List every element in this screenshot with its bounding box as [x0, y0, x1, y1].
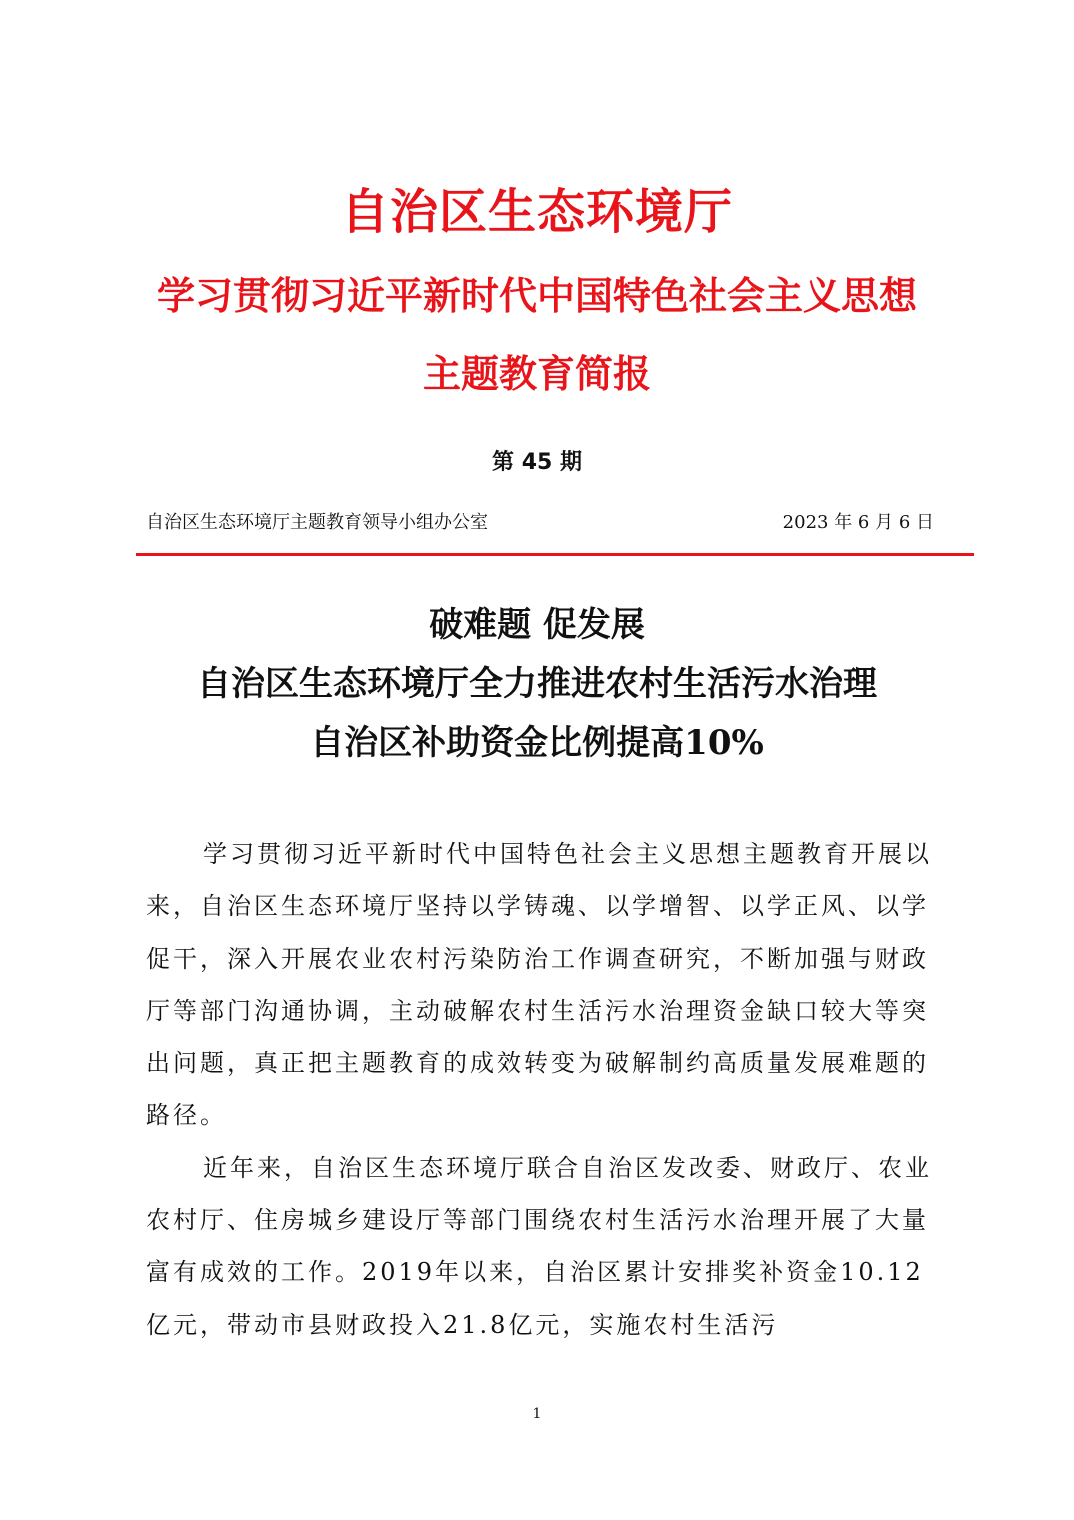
headline-line-3: 自治区补助资金比例提高10% [310, 723, 764, 763]
issue-number: 第 45 期 [492, 450, 582, 475]
publish-date: 2023 年 6 月 6 日 [782, 512, 934, 533]
page-number: 1 [532, 1406, 542, 1422]
red-divider [136, 553, 974, 556]
article-paragraph: 近年来，自治区生态环境厅联合自治区发改委、财政厅、农业农村厅、住房城乡建设厅等部门围绕农村生活污水治理开展了大量富有成效的工作。2019年以来，自治区累计安排奖补资金10.12亿元，带动市县财政投入21.8亿元，实施农村生活污 [146, 1153, 932, 1339]
brief-title: 学习贯彻习近平新时代中国特色社会主义思想 [156, 273, 917, 318]
org-title: 自治区生态环境厅 [340, 184, 733, 240]
publisher-date-row [146, 506, 934, 540]
article-body [146, 828, 936, 1351]
headline-line-1: 破难题 促发展 [429, 605, 645, 645]
publisher: 自治区生态环境厅主题教育领导小组办公室 [146, 512, 488, 533]
article-paragraph: 学习贯彻习近平新时代中国特色社会主义思想主题教育开展以来，自治区生态环境厅坚持以学铸魂、以学增智、以学正风、以学促干，深入开展农业农村污染防治工作调查研究，不断加强与财政厅等部门沟通协调，主动破解农村生活污水治理资金缺口较大等突出问题，真正把主题教育的成效转变为破解制约高质量发展难题的路径。 [146, 840, 932, 1130]
headline-line-2: 自治区生态环境厅全力推进农村生活污水治理 [197, 664, 877, 704]
brief-subtitle: 主题教育简报 [422, 351, 651, 396]
